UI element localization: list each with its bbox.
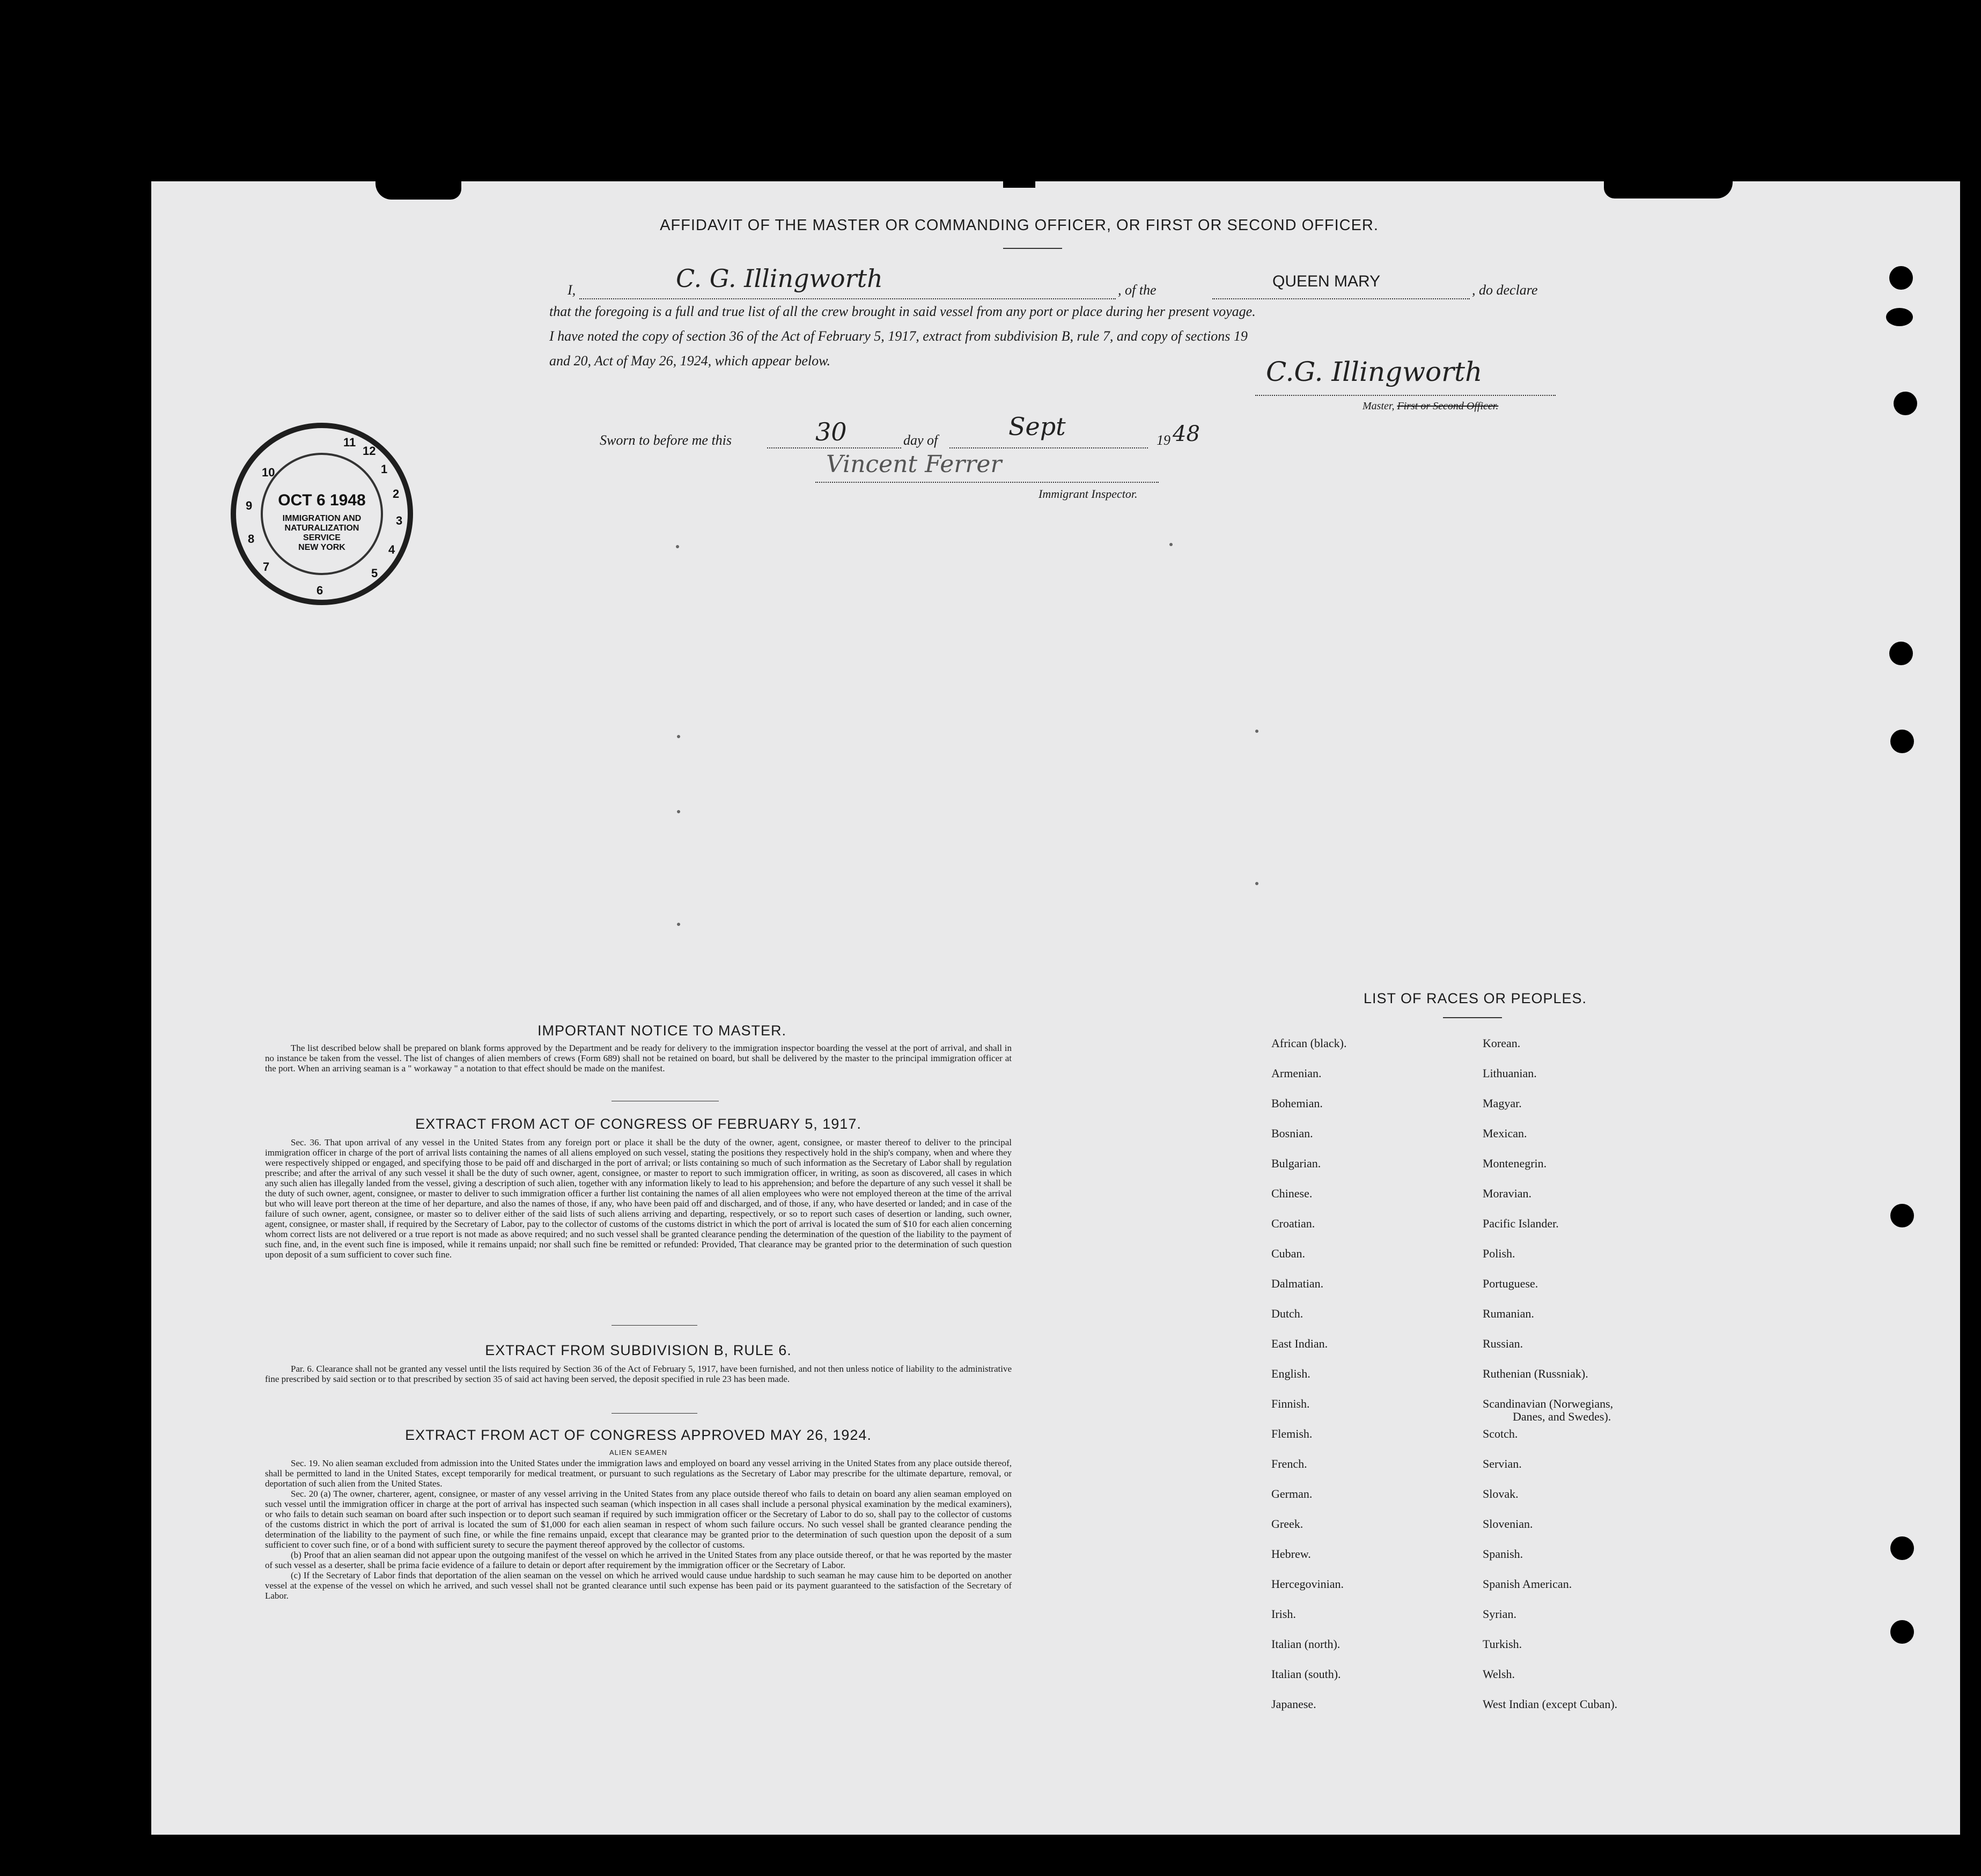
act-1917-heading: EXTRACT FROM ACT OF CONGRESS OF FEBRUARY 5, 1917.	[415, 1116, 861, 1132]
stamp-hour: 8	[248, 532, 255, 546]
races-heading: LIST OF RACES OR PEOPLES.	[1363, 990, 1587, 1006]
race-left: Chinese.	[1271, 1187, 1313, 1200]
rule-6-heading: EXTRACT FROM SUBDIVISION B, RULE 6.	[485, 1342, 792, 1358]
race-right: Scandinavian (Norwegians,	[1483, 1397, 1614, 1410]
race-right: Mexican.	[1483, 1127, 1527, 1140]
race-right: Russian.	[1483, 1337, 1523, 1350]
immigration-date-stamp	[231, 423, 413, 605]
rule-6-divider	[612, 1413, 697, 1414]
master-caption	[1363, 400, 1498, 413]
race-right: Polish.	[1483, 1247, 1515, 1260]
tape-left	[375, 166, 461, 200]
race-right: West Indian (except Cuban).	[1483, 1697, 1618, 1711]
show-through-mark	[676, 545, 679, 548]
binder-hole	[1890, 1536, 1914, 1560]
race-left: Armenian.	[1271, 1066, 1322, 1080]
race-left: Irish.	[1271, 1607, 1296, 1621]
race-right: Lithuanian.	[1483, 1066, 1537, 1080]
binder-hole	[1890, 730, 1914, 753]
act-1924-subheading: ALIEN SEAMEN	[609, 1448, 668, 1456]
affidavit-of-the: , of the	[1118, 282, 1157, 298]
race-left: Croatian.	[1271, 1217, 1315, 1230]
stamp-service-line: SERVICE	[303, 533, 341, 542]
act-1924-paragraph: (c) If the Secretary of Labor finds that deportation of the alien seaman on the vessel on which he arrived would cause undue hardship to such seaman he may cause him to be deported on another vessel at the expense of the vessel on which he arrived, and such vessel shall not be granted clearance until such expense has been paid or its payment guaranteed to the satisfaction of the Secretary of Labor.	[265, 1570, 1012, 1601]
stamp-hour: 1	[381, 462, 388, 476]
race-left: Japanese.	[1271, 1697, 1316, 1711]
act-1924-text	[265, 1458, 1012, 1601]
struck-caption: First or Second Officer.	[1397, 400, 1499, 412]
race-right: Syrian.	[1483, 1607, 1516, 1621]
race-right: Slovenian.	[1483, 1517, 1533, 1531]
race-right: Slovak.	[1483, 1487, 1519, 1500]
master-name-handwriting: C. G. Illingworth	[676, 264, 883, 293]
race-left: Cuban.	[1271, 1247, 1305, 1260]
race-left: Bosnian.	[1271, 1127, 1313, 1140]
binder-hole	[1890, 1620, 1914, 1644]
stamp-service-line: IMMIGRATION AND	[282, 514, 362, 523]
stamp-hour: 12	[363, 444, 376, 458]
race-right: Servian.	[1483, 1457, 1522, 1470]
race-left: East Indian.	[1271, 1337, 1328, 1350]
stamp-hour: 4	[388, 543, 395, 556]
stamp-service-line: NATURALIZATION	[284, 524, 359, 533]
inspector-caption: Immigrant Inspector.	[1039, 487, 1138, 501]
notice-text: The list described below shall be prepared on blank forms approved by the Department and be ready for delivery to the immigration inspector boarding the vessel at the port of arrival, and shall in no instance be taken from the vessel. The list of changes of alien members of crews (Form 689) shall not be retained on board, but shall be delivered by the master to the principal immigration officer at the port. When an arriving seaman is a " workaway " a notation to that effect should be made on the manifest.	[265, 1043, 1012, 1073]
act-1917-divider	[612, 1325, 697, 1326]
rule-6-text: Par. 6. Clearance shall not be granted any vessel until the lists required by Section 36 of the Act of February 5, 1917, have been furnished, and not then unless notice of liability to the administrative fine prescribed by said section or to that prescribed by section 35 of said act having been served, the deposit specified in rule 23 has been made.	[265, 1364, 1012, 1384]
act-1924-paragraph: (b) Proof that an alien seaman did not appear upon the outgoing manifest of the vessel on which he arrived in the United States from any place outside thereof, or that he was reported by the master of such vessel as a deserter, shall be prima facie evidence of a failure to detain or deport after requirement by the immigration officer or the Secretary of Labor.	[265, 1550, 1012, 1570]
act-1917-text: Sec. 36. That upon arrival of any vessel in the United States from any foreign port or place it shall be the duty of the owner, agent, consignee, or master thereof to deliver to the principal immigration officer in charge of the port of arrival lists containing the names of all aliens employed on such vessel, stating the positions they respectively hold in the ship's company, when and where they were respectively shipped or engaged, and specifying those to be paid off and discharged in the port of arrival; or lists containing so much of such information as the Secretary of Labor shall by regulation prescribe; and after the arrival of any such vessel it shall be the duty of such owner, agent, consignee, or master to report to such immigration officer, in writing, as soon as discovered, all cases in which any such alien has illegally landed from the vessel, giving a description of such alien, together with any information likely to lead to his apprehension; and before the departure of any such vessel it shall be the duty of such owner, agent, consignee, or master to deliver to such immigration officer a further list containing the names of all alien employees who were not employed thereon at the time of the arrival but who will leave port thereon at the time of her departure, and also the names of those, if any, who have been paid off and discharged, and of those, if any, who have deserted or landed; and in case of the failure of such owner, agent, consignee, or master so to deliver either of the said lists of such aliens arriving and departing, respectively, or so to report such cases of desertion or landing, such owner, agent, consignee, or master shall, if required by the Secretary of Labor, pay to the collector of customs of the customs district in which the port of arrival is located the sum of $10 for each alien concerning whom correct lists are not delivered or a true report is not made as above required; and no such vessel shall be granted clearance pending the determination of the question of the liability to the payment of such fine, and, in the event such fine is imposed, while it remains unpaid; nor shall such fine be remitted or refunded: Provided, That clearance may be granted prior to the determination of such question upon deposit of a sum sufficient to cover such fine.	[265, 1137, 1012, 1260]
race-left: French.	[1271, 1457, 1307, 1470]
show-through-mark	[1255, 730, 1258, 733]
stamp-hour: 11	[343, 436, 356, 449]
race-left: Italian (south).	[1271, 1667, 1341, 1681]
show-through-mark	[1255, 882, 1258, 885]
master-signature: C.G. Illingworth	[1266, 356, 1483, 387]
affidavit-do-declare: , do declare	[1472, 282, 1538, 298]
race-right-continuation: Danes, and Swedes).	[1513, 1410, 1611, 1423]
race-left: German.	[1271, 1487, 1313, 1500]
race-right: Korean.	[1483, 1036, 1521, 1050]
race-right: Portuguese.	[1483, 1277, 1538, 1290]
year-suffix: 48	[1173, 422, 1200, 446]
binder-hole	[1889, 266, 1913, 290]
race-left: Bohemian.	[1271, 1097, 1323, 1110]
sworn-label: Sworn to before me this	[600, 432, 732, 448]
race-left: Flemish.	[1271, 1427, 1313, 1440]
stamp-service-line: NEW YORK	[298, 543, 345, 552]
race-right: Scotch.	[1483, 1427, 1518, 1440]
race-left: Dalmatian.	[1271, 1277, 1324, 1290]
races-divider	[1443, 1017, 1502, 1018]
sworn-month: Sept	[1008, 412, 1066, 441]
race-right: Moravian.	[1483, 1187, 1532, 1200]
affidavit-line-2: that the foregoing is a full and true list of all the crew brought in said vessel from any port or place during her present voyage.	[549, 304, 1256, 319]
race-left: Greek.	[1271, 1517, 1304, 1531]
vessel-name: QUEEN MARY	[1272, 273, 1381, 290]
inspector-line	[815, 482, 1159, 483]
stamp-hour: 5	[371, 567, 378, 580]
race-left: English.	[1271, 1367, 1310, 1380]
signature-line	[1255, 395, 1556, 396]
race-left: Hercegovinian.	[1271, 1577, 1344, 1591]
show-through-mark	[677, 923, 680, 926]
stamp-hour: 7	[263, 560, 270, 573]
sworn-month-line	[949, 447, 1148, 448]
act-1924-paragraph: Sec. 20 (a) The owner, charterer, agent, consignee, or master of any vessel arriving in the United States from any place outside thereof who fails to detain on board any alien seaman employed on such vessel until the immigration officer in charge at the port of arrival has inspected such seaman (which inspection in all cases shall include a personal physical examination by the medical examiners), or who fails to detain such seaman on board after such inspection or to deport such seaman if required by such immigration officer or the Secretary of Labor to do so, shall pay to the collector of customs of the customs district in which the port of arrival is located the sum of $1,000 for each alien seaman in respect of whom such failure occurs. No such vessel shall be granted clearance pending the determination of the liability to the payment of such fine, or while the fine remains unpaid, except that clearance may be granted prior to the determination of such question upon the deposit of a sum sufficient to cover such fine, or of a bond with sufficient surety to secure the payment thereof approved by the collector of customs.	[265, 1489, 1012, 1550]
master-caption-label: Master,	[1363, 400, 1395, 412]
race-right: Montenegrin.	[1483, 1157, 1547, 1170]
race-right: Magyar.	[1483, 1097, 1522, 1110]
title-divider	[1003, 248, 1062, 249]
race-left: African (black).	[1271, 1036, 1347, 1050]
race-left: Italian (north).	[1271, 1637, 1341, 1651]
show-through-mark	[1169, 543, 1173, 546]
race-left: Bulgarian.	[1271, 1157, 1321, 1170]
master-name-line	[579, 298, 1116, 299]
binder-hole	[1890, 1204, 1914, 1227]
affidavit-line-3: I have noted the copy of section 36 of the Act of February 5, 1917, extract from subdivision B, rule 7, and copy of sections 19	[549, 328, 1248, 344]
notice-heading: IMPORTANT NOTICE TO MASTER.	[537, 1022, 787, 1039]
vessel-line	[1212, 298, 1470, 299]
race-right: Spanish.	[1483, 1547, 1523, 1561]
affidavit-line-4: and 20, Act of May 26, 1924, which appear below.	[549, 353, 831, 369]
stamp-hour: 2	[393, 487, 400, 501]
race-right: Welsh.	[1483, 1667, 1515, 1681]
act-1924-heading: EXTRACT FROM ACT OF CONGRESS APPROVED MAY 26, 1924.	[405, 1427, 872, 1443]
tape-right	[1604, 166, 1733, 198]
affidavit-title: AFFIDAVIT OF THE MASTER OR COMMANDING OFFICER, OR FIRST OR SECOND OFFICER.	[660, 217, 1379, 234]
race-right: Rumanian.	[1483, 1307, 1534, 1320]
race-left: Dutch.	[1271, 1307, 1304, 1320]
race-right: Pacific Islander.	[1483, 1217, 1559, 1230]
day-of-label: day of	[903, 432, 938, 448]
race-right: Spanish American.	[1483, 1577, 1572, 1591]
sworn-day-line	[767, 447, 901, 448]
stamp-date: OCT 6 1948	[278, 491, 366, 509]
race-left: Hebrew.	[1271, 1547, 1311, 1561]
inspector-signature: Vincent Ferrer	[826, 451, 1002, 478]
race-right: Ruthenian (Russniak).	[1483, 1367, 1588, 1380]
tape-center	[1003, 172, 1035, 188]
binder-hole	[1894, 392, 1917, 415]
year-prefix: 19	[1157, 432, 1170, 448]
stamp-hour: 3	[396, 514, 403, 527]
race-left: Finnish.	[1271, 1397, 1310, 1410]
show-through-mark	[677, 735, 680, 738]
race-right: Turkish.	[1483, 1637, 1522, 1651]
stamp-hour: 6	[316, 584, 323, 597]
stamp-hour: 9	[246, 499, 253, 512]
binder-hole	[1886, 308, 1913, 326]
act-1924-paragraph: Sec. 19. No alien seaman excluded from admission into the United States under the immigration laws and employed on board any vessel arriving in the United States from any place outside thereof, shall be permitted to land in the United States, except temporarily for medical treatment, or pursuant to such regulations as the Secretary of Labor may prescribe for the ultimate departure, removal, or deportation of such alien from the United States.	[265, 1458, 1012, 1489]
sworn-day: 30	[815, 417, 847, 446]
affidavit-i-label: I,	[568, 282, 576, 298]
stamp-hour: 10	[262, 466, 275, 479]
show-through-mark	[677, 810, 680, 813]
binder-hole	[1889, 642, 1913, 665]
